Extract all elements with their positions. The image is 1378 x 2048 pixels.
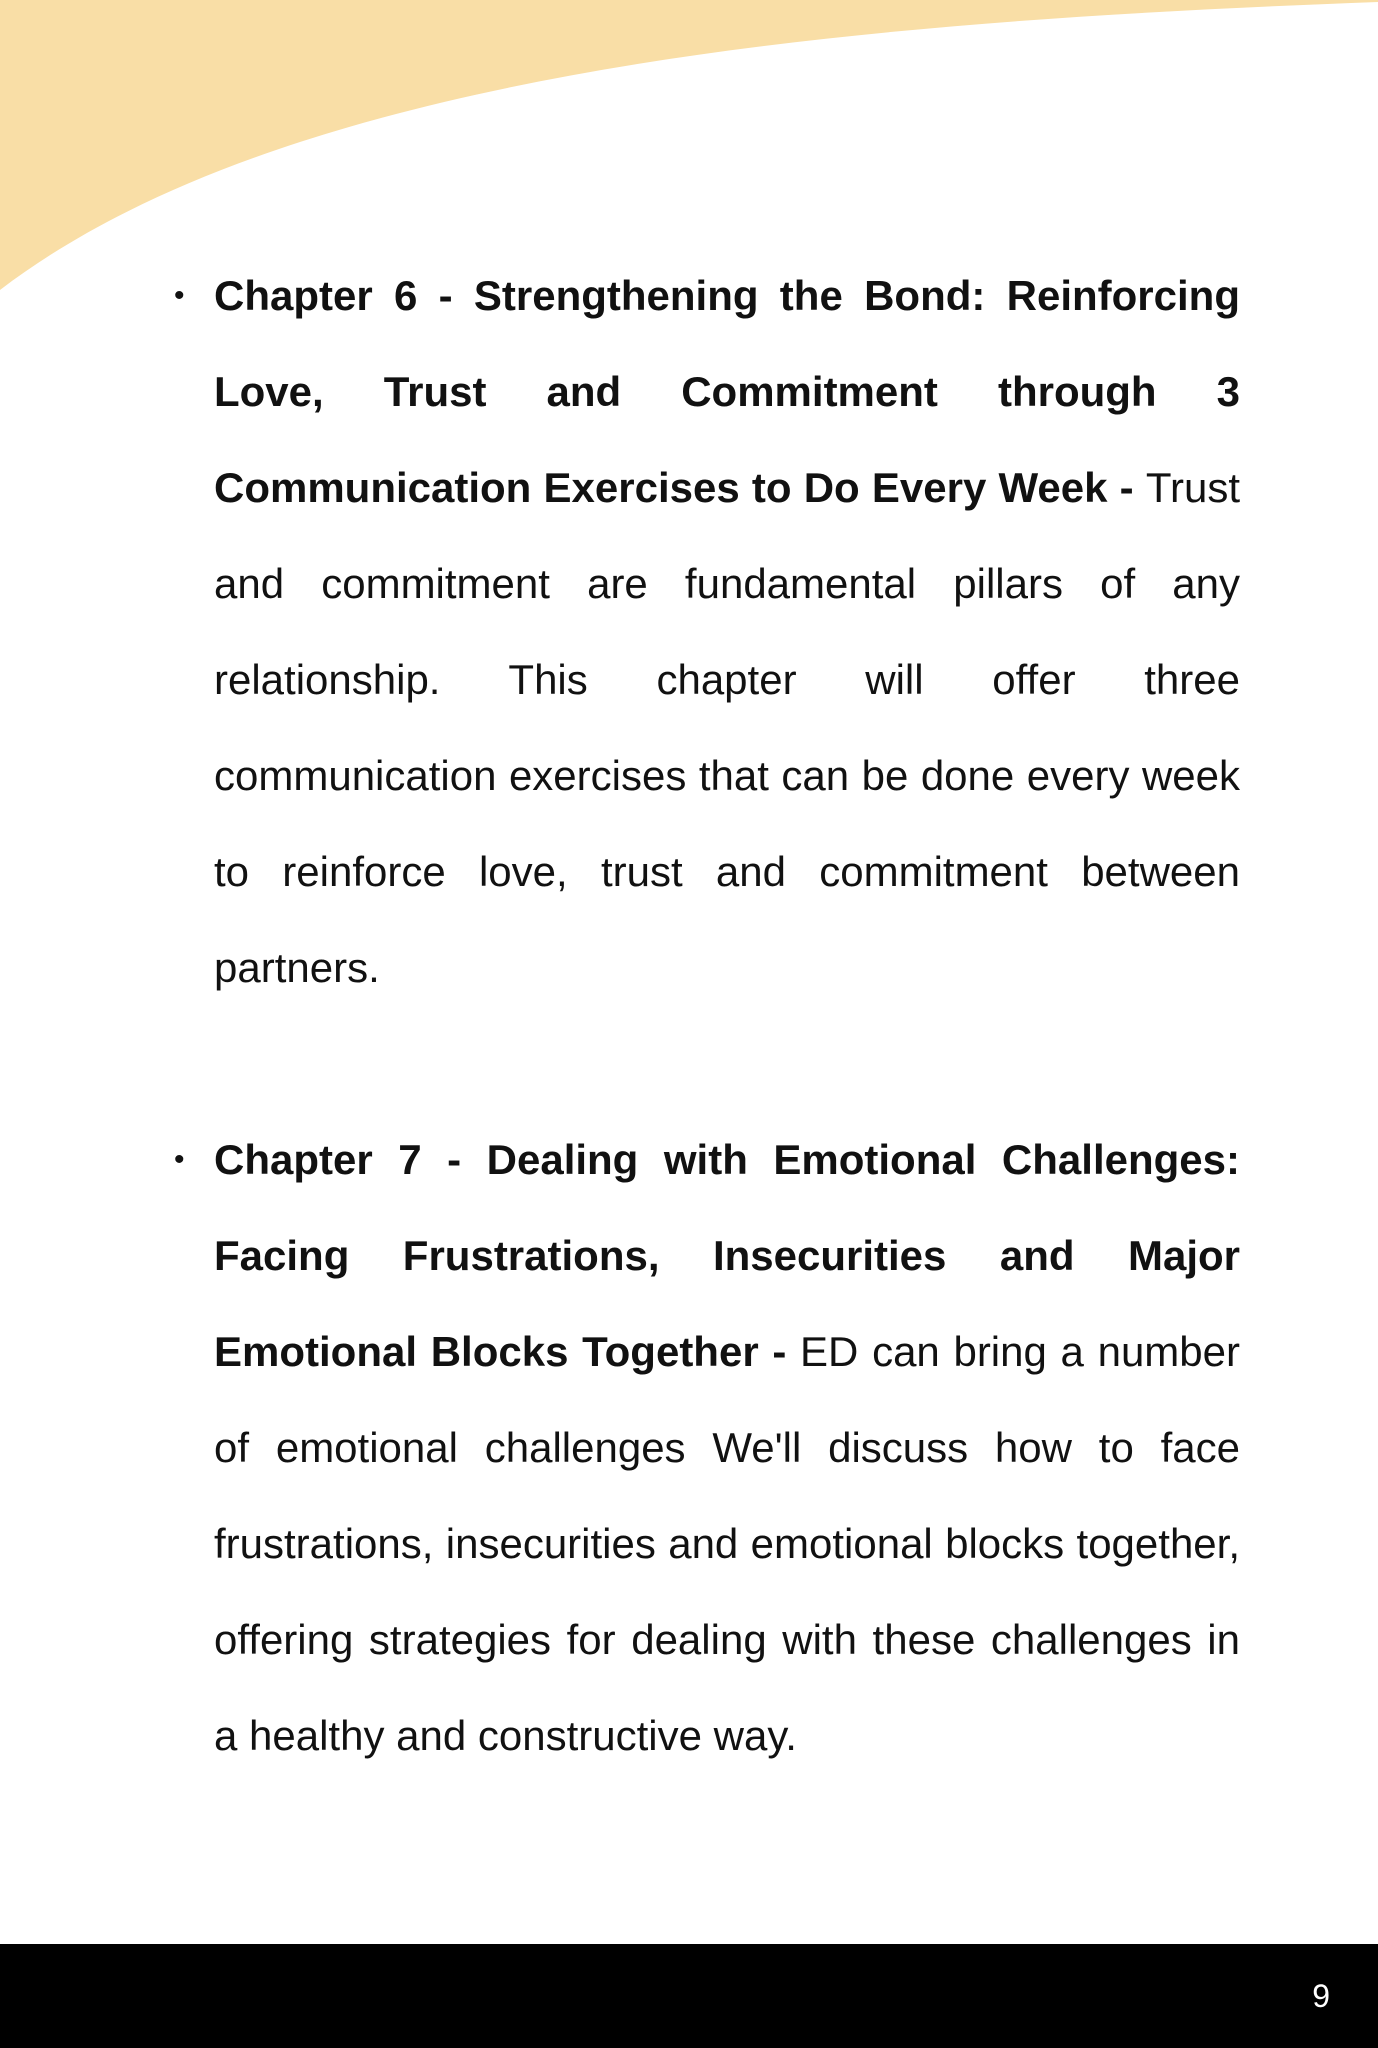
chapter-list xyxy=(174,248,1240,1784)
bullet: • xyxy=(174,1143,185,1176)
chapter-item-6 xyxy=(174,248,1240,1016)
chapter-title: Chapter 7 - Dealing with Emotional Challenges: Facing Frustrations, Insecurities and Major Emotional Blocks Together - xyxy=(214,1136,1240,1375)
chapter-title: Chapter 6 - Strengthening the Bond: Reinforcing Love, Trust and Commitment through 3 Communication Exercises to Do Every Week - xyxy=(214,272,1240,511)
page-number: 9 xyxy=(1312,1978,1330,2014)
chapter-item-7 xyxy=(174,1112,1240,1784)
chapter-body: ED can bring a number of emotional challenges We'll discuss how to face frustrations, insecurities and emotional blocks together, offering strategies for dealing with these challenges in a healthy and constructive way. xyxy=(214,1328,1240,1759)
bullet: • xyxy=(174,279,185,312)
chapter-body: Trust and commitment are fundamental pillars of any relationship. This chapter will offer three communication exercises that can be done every week to reinforce love, trust and commitment between partners. xyxy=(214,464,1240,991)
footer-bar xyxy=(0,1944,1378,2048)
